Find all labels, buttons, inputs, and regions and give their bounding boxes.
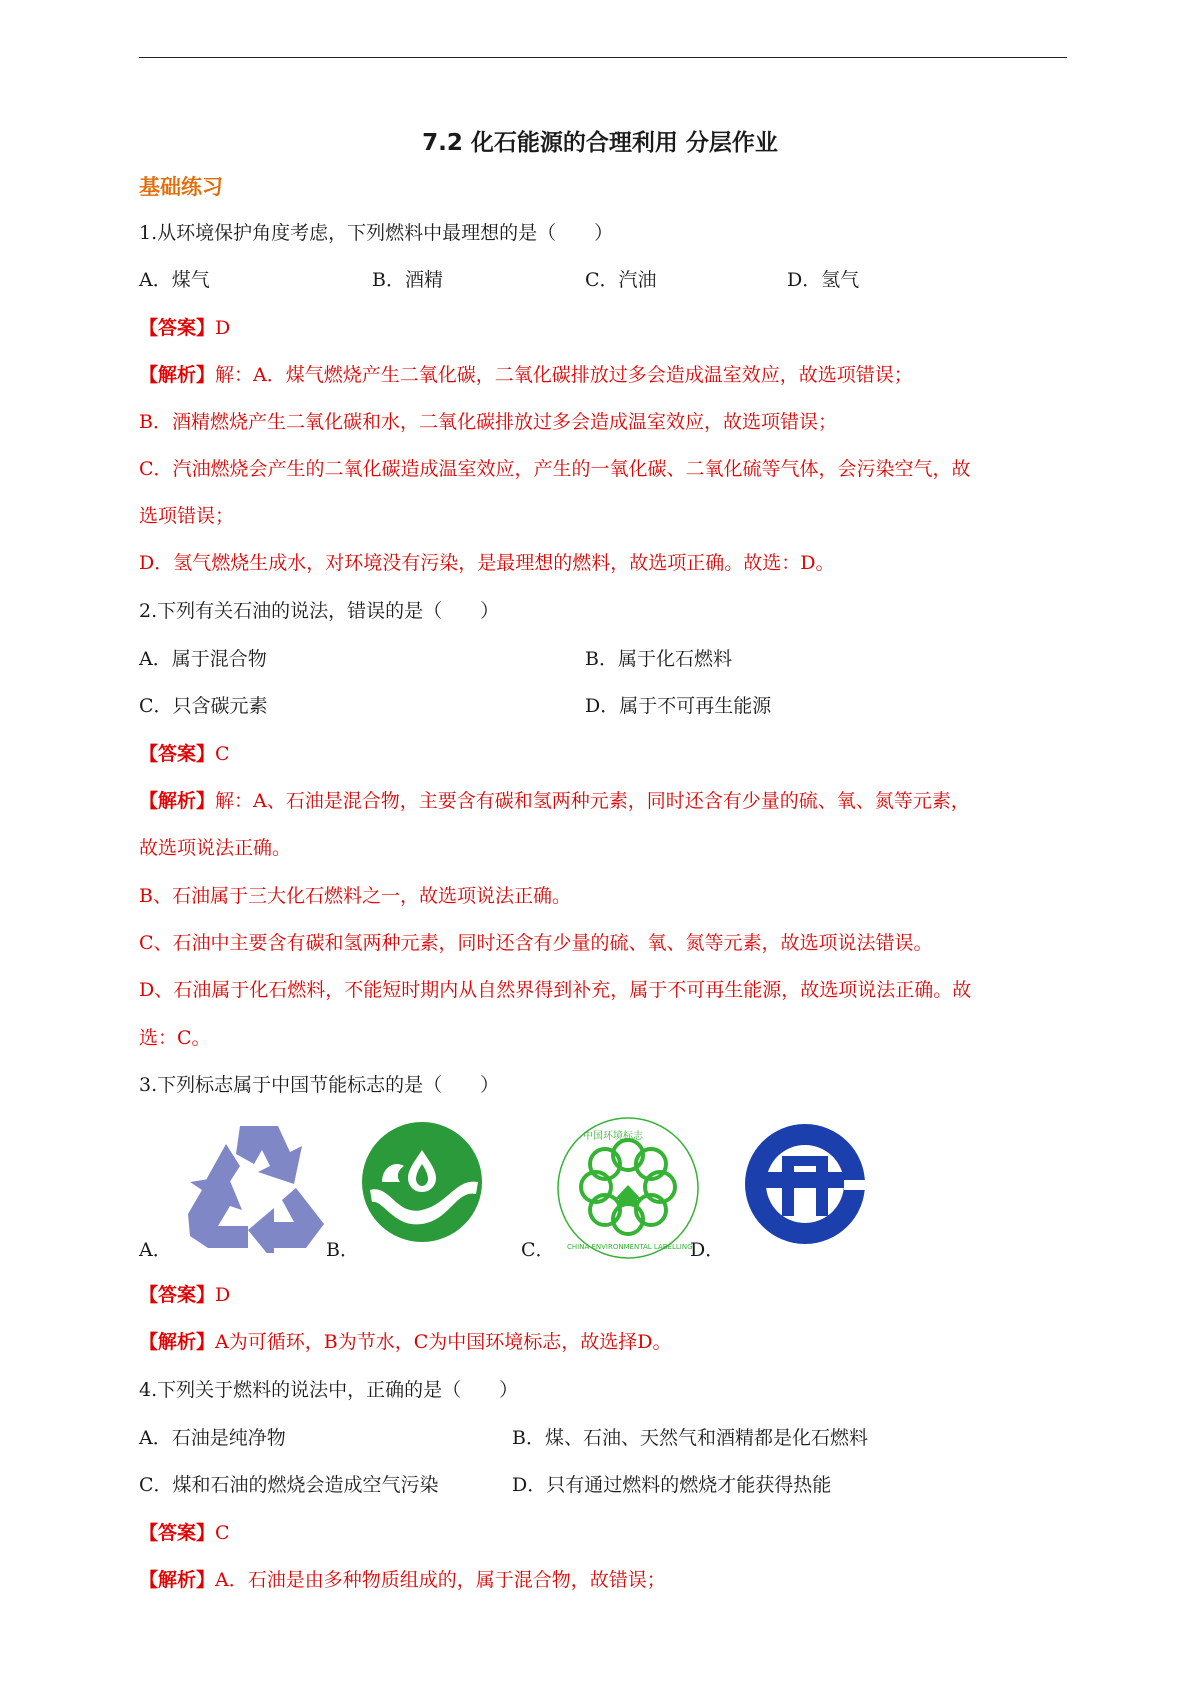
answer-value: D xyxy=(215,1284,231,1306)
q3-option-d: D． xyxy=(690,1239,725,1261)
answer-value: C xyxy=(215,1522,230,1544)
q3-option-c: C． xyxy=(521,1239,555,1261)
q3-option-a: A． xyxy=(139,1239,172,1261)
q4-option-d: D．只有通过燃料的燃烧才能获得热能 xyxy=(512,1474,832,1496)
q3-answer xyxy=(139,1283,230,1307)
q1-analysis-3: C．汽油燃烧会产生的二氧化碳造成温室效应，产生的一氧化碳、二氧化硫等气体，会污染空气，故 xyxy=(139,458,971,480)
q1-analysis-2: B．酒精燃烧产生二氧化碳和水，二氧化碳排放过多会造成温室效应，故选项错误； xyxy=(139,411,837,433)
q1-analysis-1: 【解析】解：A．煤气燃烧产生二氧化碳，二氧化碳排放过多会造成温室效应，故选项错误； xyxy=(139,364,913,386)
q3-analysis: 【解析】A为可循环，B为节水，C为中国环境标志，故选择D。 xyxy=(139,1331,672,1353)
q2-answer xyxy=(139,742,230,766)
q4-answer xyxy=(139,1521,230,1545)
energy-saving-icon xyxy=(740,1120,870,1252)
q2-option-c: C．只含碳元素 xyxy=(139,695,268,717)
q2-option-b: B．属于化石燃料 xyxy=(585,648,732,670)
q1-analysis-4: 选项错误； xyxy=(139,505,235,527)
answer-tag: 【答案】 xyxy=(139,317,216,339)
q4-option-b: B．煤、石油、天然气和酒精都是化石燃料 xyxy=(512,1427,868,1449)
environmental-label-icon xyxy=(553,1115,703,1265)
q4-option-c: C．煤和石油的燃烧会造成空气污染 xyxy=(139,1474,439,1496)
q2-analysis-4: C、石油中主要含有碳和氢两种元素，同时还含有少量的硫、氧、氮等元素，故选项说法错误。 xyxy=(139,932,933,954)
q2-analysis-2: 故选项说法正确。 xyxy=(139,837,292,859)
analysis-tag: 【解析】 xyxy=(139,1331,216,1353)
q1-option-c: C．汽油 xyxy=(585,269,657,291)
analysis-tag: 【解析】 xyxy=(139,1569,216,1591)
q2-analysis-3: B、石油属于三大化石燃料之一，故选项说法正确。 xyxy=(139,885,571,907)
q4-analysis: 【解析】A．石油是由多种物质组成的，属于混合物，故错误； xyxy=(139,1569,666,1591)
q4-option-a: A．石油是纯净物 xyxy=(139,1427,286,1449)
q3-stem: 3.下列标志属于中国节能标志的是（ ） xyxy=(139,1074,500,1096)
q2-option-a: A．属于混合物 xyxy=(139,648,267,670)
logo-c-en-text: CHINA ENVIRONMENTAL LABELLING xyxy=(567,1243,693,1251)
q2-analysis-6: 选：C。 xyxy=(139,1027,211,1049)
answer-tag: 【答案】 xyxy=(139,1284,216,1306)
q2-analysis-1: 【解析】解：A、石油是混合物，主要含有碳和氢两种元素，同时还含有少量的硫、氧、氮等元素， xyxy=(139,790,970,812)
q1-answer xyxy=(139,316,230,340)
q2-option-d: D．属于不可再生能源 xyxy=(585,695,772,717)
logo-c-cn-text: 中国环境标志 xyxy=(583,1131,643,1142)
answer-tag: 【答案】 xyxy=(139,1522,216,1544)
answer-value: D xyxy=(215,317,231,339)
answer-tag: 【答案】 xyxy=(139,743,216,765)
analysis-tag: 【解析】 xyxy=(139,364,216,386)
q1-option-a: A．煤气 xyxy=(139,269,210,291)
q1-option-d: D．氢气 xyxy=(787,269,860,291)
q1-analysis-5: D．氢气燃烧生成水，对环境没有污染，是最理想的燃料，故选项正确。故选：D。 xyxy=(139,552,835,574)
q2-stem: 2.下列有关石油的说法，错误的是（ ） xyxy=(139,600,500,622)
q4-stem: 4.下列关于燃料的说法中，正确的是（ ） xyxy=(139,1379,519,1401)
answer-value: C xyxy=(215,743,230,765)
q1-stem: 1.从环境保护角度考虑，下列燃料中最理想的是（ ） xyxy=(139,222,614,244)
section-heading: 基础练习 xyxy=(139,175,223,199)
page-title: 7.2 化石能源的合理利用 分层作业 xyxy=(422,130,778,156)
water-saving-icon xyxy=(360,1120,484,1248)
recycle-icon xyxy=(178,1118,328,1257)
analysis-tag: 【解析】 xyxy=(139,790,216,812)
header-rule xyxy=(139,57,1067,58)
q2-analysis-5: D、石油属于化石燃料，不能短时期内从自然界得到补充，属于不可再生能源，故选项说法正确。故 xyxy=(139,979,972,1001)
q3-option-b: B． xyxy=(326,1239,359,1261)
q1-option-b: B．酒精 xyxy=(372,269,443,291)
